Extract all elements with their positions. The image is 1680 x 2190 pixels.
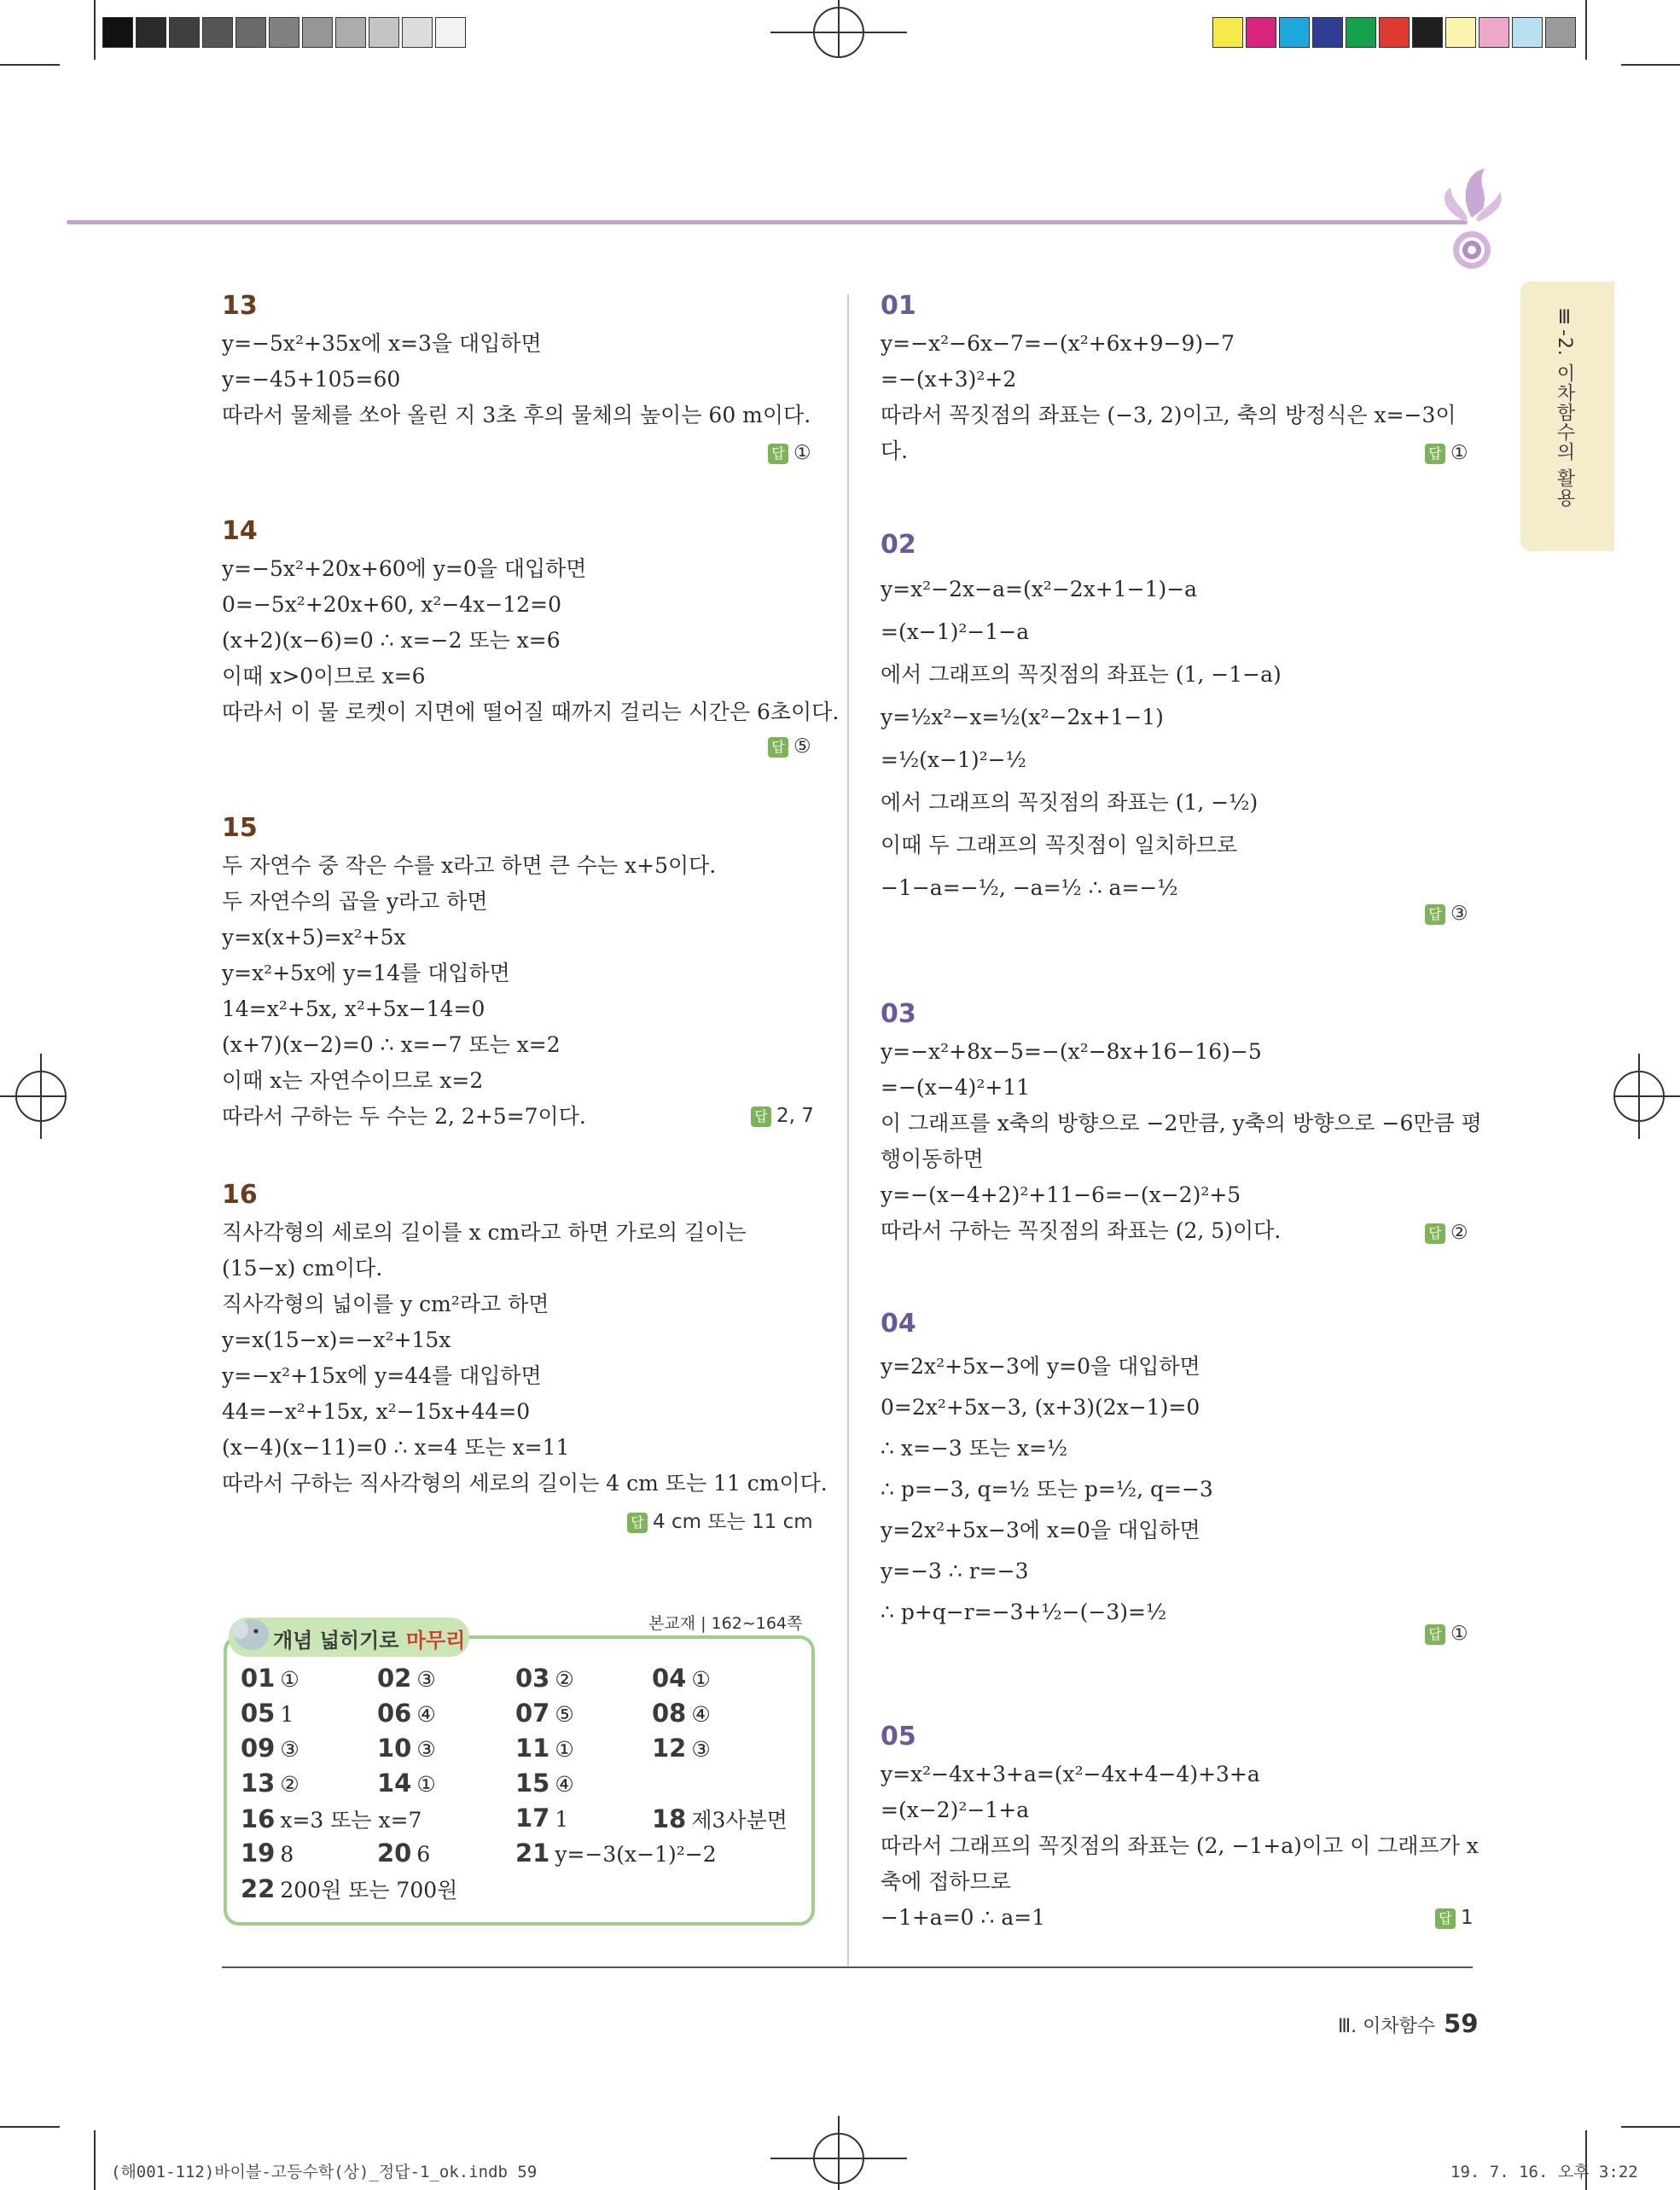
gray-swatch: [102, 17, 133, 48]
problem-number: 03: [881, 999, 916, 1029]
color-swatch: [1445, 17, 1476, 48]
answer-tag-icon: 답: [768, 444, 788, 464]
elephant-mascot-icon: [230, 1607, 273, 1655]
color-swatch: [1279, 17, 1310, 48]
crop-mark: [1585, 0, 1587, 60]
gray-swatch: [335, 17, 366, 48]
crop-mark: [94, 2130, 96, 2190]
summary-answer-item: 05 1: [241, 1699, 294, 1728]
problem-13: [222, 288, 811, 433]
problem-02: 02 y=x²−2x−a=(x²−2x+1−1)−a =(x−1)²−1−a 에서 그래프의 꼭짓점의 좌표는 (1, −1−a) y=½x²−x=½(x²−2x+1−1) =½(x−1)²−½ 에서 그래프의 꼭짓점의 좌표는 (1, −½) 이때 두 그래프의 꼭짓점이 일치하므로 −1−a=−½, −a=½ ∴ a=−½: [881, 524, 1282, 909]
problem-05: 05 y=x²−4x+3+a=(x²−4x+4−4)+3+a =(x−2)²−1+a 따라서 그래프의 꼭짓점의 좌표는 (2, −1+a)이고 이 그래프가 x 축에 접하므로 −1+a=0 ∴ a=1: [881, 1719, 1479, 1936]
solution-line: y=−45+105=60: [222, 367, 401, 392]
summary-answer-item: 01 ①: [241, 1664, 299, 1693]
gray-swatch: [435, 17, 466, 48]
gray-swatch: [202, 17, 233, 48]
answer-16: 답 4 cm 또는 11 cm: [627, 1506, 813, 1534]
summary-title: 개념 넓히기로 마무리: [273, 1629, 466, 1653]
solution-line: 따라서 물체를 쏘아 올린 지 3초 후의 물체의 높이는 60 m이다.: [222, 403, 811, 427]
color-swatch: [1346, 17, 1376, 48]
page-number: 59: [1444, 2009, 1479, 2038]
answer-14: 답 ⑤: [768, 735, 811, 758]
summary-answer-item: 04 ①: [652, 1664, 711, 1693]
color-swatch: [1312, 17, 1343, 48]
solution-line: y=−5x²+35x에 x=3을 대입하면: [222, 331, 542, 356]
summary-answer-item: 06 ④: [377, 1699, 436, 1728]
answer-01: 답 ①: [1425, 442, 1468, 464]
summary-answer-item: 11 ①: [515, 1734, 574, 1763]
color-swatch: [1545, 17, 1576, 48]
summary-answer-item: 15 ④: [515, 1769, 574, 1798]
gray-swatch: [235, 17, 266, 48]
color-swatch: [1412, 17, 1443, 48]
summary-answer-item: 16 x=3 또는 x=7: [241, 1804, 422, 1833]
flower-ornament-icon: [1425, 162, 1519, 282]
problem-number: 01: [881, 291, 916, 321]
answer-04: 답 ①: [1425, 1623, 1468, 1645]
answer-02: 답 ③: [1425, 903, 1468, 925]
answer-13: 답 ①: [768, 442, 811, 464]
summary-answer-item: 07 ⑤: [515, 1699, 574, 1728]
summary-answer-item: 02 ③: [377, 1664, 436, 1693]
problem-number: 16: [222, 1180, 258, 1210]
gray-swatch: [369, 17, 399, 48]
summary-answer-item: 21 y=−3(x−1)²−2: [515, 1839, 717, 1868]
answer-05: 답 1: [1435, 1907, 1474, 1929]
footer-chapter: Ⅲ. 이차함수: [1338, 2016, 1436, 2037]
summary-answer-item: 13 ②: [241, 1769, 299, 1798]
crop-mark: [1621, 2126, 1680, 2128]
problem-number: 02: [881, 530, 916, 560]
problem-number: 14: [222, 516, 258, 546]
gray-swatch: [169, 17, 200, 48]
problem-04: 04 y=2x²+5x−3에 y=0을 대입하면 0=2x²+5x−3, (x+3)(2x−1)=0 ∴ x=−3 또는 x=½ ∴ p=−3, q=½ 또는 p=½, q=−3 y=2x²+5x−3에 x=0을 대입하면 y=−3 ∴ r=−3 ∴ p+q−r=−3+½−(−3)=½: [881, 1304, 1213, 1633]
color-swatch: [1379, 17, 1410, 48]
problem-number: 04: [881, 1309, 916, 1339]
summary-answer-item: 10 ③: [377, 1734, 436, 1763]
print-slug-file: (해001-112)바이블-고등수학(상)_정답-1_ok.indb 59: [111, 2163, 538, 2181]
gray-swatch: [136, 17, 166, 48]
summary-answer-item: 22 200원 또는 700원: [241, 1874, 458, 1903]
problem-number: 13: [222, 291, 258, 321]
summary-answer-item: 18 제3사분면: [652, 1804, 788, 1833]
problem-16: 16 직사각형의 세로의 길이를 x cm라고 하면 가로의 길이는 (15−x) cm이다. 직사각형의 넓이를 y cm²라고 하면 y=x(15−x)=−x²+15x y=−x²+15x에 y=44를 대입하면 44=−x²+15x, x²−15x+44=0 (x−4)(x−11)=0 ∴ x=4 또는 x=11 따라서 구하는 직사각형의 세로의 길이는 4 cm 또는 11 cm이다.: [222, 1177, 828, 1502]
summary-answer-item: 09 ③: [241, 1734, 299, 1763]
summary-answer-item: 19 8: [241, 1839, 294, 1868]
header-line: [67, 220, 1468, 224]
summary-answer-item: 03 ②: [515, 1664, 574, 1693]
color-swatch: [1479, 17, 1509, 48]
answer-03: 답 ②: [1425, 1222, 1468, 1244]
problem-03: 03 y=−x²+8x−5=−(x²−8x+16−16)−5 =−(x−4)²+11 이 그래프를 x축의 방향으로 −2만큼, y축의 방향으로 −6만큼 평 행이동하면 y=−(x−4+2)²+11−6=−(x−2)²+5 따라서 구하는 꼭짓점의 좌표는 (2, 5)이다.: [881, 996, 1482, 1249]
problem-01: 01 y=−x²−6x−7=−(x²+6x+9−9)−7 =−(x+3)²+2 따라서 꼭짓점의 좌표는 (−3, 2)이고, 축의 방정식은 x=−3이 다.: [881, 288, 1456, 469]
summary-answer-item: 14 ①: [377, 1769, 436, 1798]
gray-swatch: [402, 17, 433, 48]
color-swatch: [1212, 17, 1243, 48]
color-swatch: [1512, 17, 1543, 48]
page-footer: [1338, 2009, 1479, 2038]
summary-answer-item: 08 ④: [652, 1699, 711, 1728]
crop-mark: [0, 64, 60, 66]
problem-number: 05: [881, 1722, 916, 1751]
bottom-rule: [222, 1966, 1473, 1968]
color-swatch: [1246, 17, 1276, 48]
problem-15: 15 두 자연수 중 작은 수를 x라고 하면 큰 수는 x+5이다. 두 자연수의 곱을 y라고 하면 y=x(x+5)=x²+5x y=x²+5x에 y=14를 대입하면 14=x²+5x, x²+5x−14=0 (x+7)(x−2)=0 ∴ x=−7 또는 x=2 이때 x는 자연수이므로 x=2 따라서 구하는 두 수는 2, 2+5=7이다.: [222, 810, 716, 1135]
problem-number: 15: [222, 813, 258, 843]
summary-page-reference: 본교재 | 162∼164쪽: [648, 1614, 803, 1633]
chapter-side-tab-label: Ⅲ-2. 이차함수의 활용: [1554, 307, 1575, 508]
crop-mark: [0, 2126, 60, 2128]
summary-answer-item: 12 ③: [652, 1734, 711, 1763]
answer-15: 답 2, 7: [751, 1105, 814, 1127]
crop-mark: [94, 0, 96, 60]
column-divider: [847, 294, 849, 1966]
problem-14: 14 y=−5x²+20x+60에 y=0을 대입하면 0=−5x²+20x+60, x²−4x−12=0 (x+2)(x−6)=0 ∴ x=−2 또는 x=6 이때 x>0이므로 x=6 따라서 이 물 로켓이 지면에 떨어질 때까지 걸리는 시간은 6초이다.: [222, 514, 839, 730]
gray-swatch: [269, 17, 299, 48]
gray-swatch: [302, 17, 333, 48]
summary-answer-item: 17 1: [515, 1804, 569, 1833]
print-slug-date: 19. 7. 16. 오후 3:22: [1450, 2163, 1638, 2181]
crop-mark: [1621, 64, 1680, 66]
summary-answer-item: 20 6: [377, 1839, 431, 1868]
